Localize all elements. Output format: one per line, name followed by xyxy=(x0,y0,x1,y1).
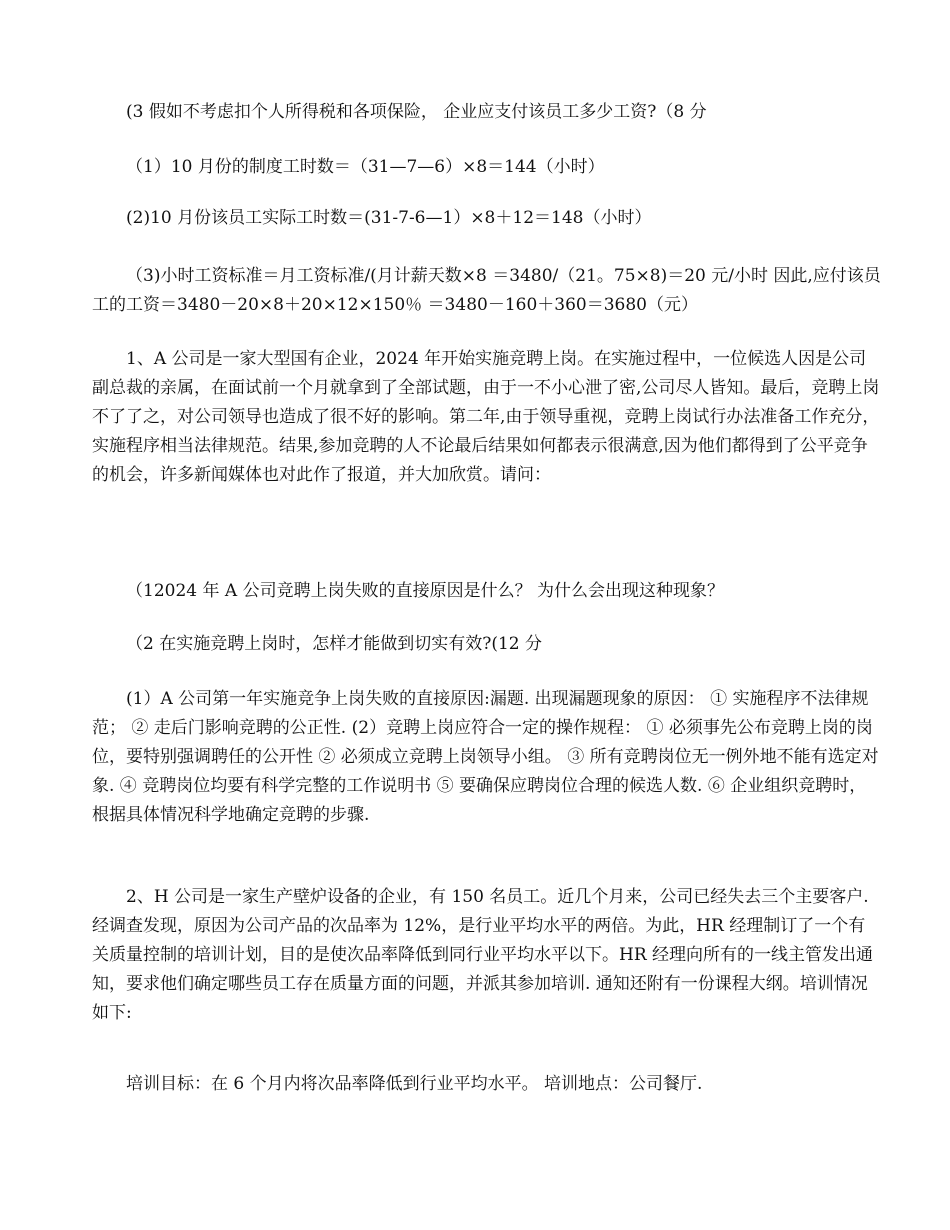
question-3-paragraph: (3 假如不考虑扣个人所得税和各项保险， 企业应支付该员工多少工资?（8 分 xyxy=(126,102,707,122)
answer-1-paragraph: （1）10 月份的制度工时数＝（31—7—6）×8＝144（小时） xyxy=(126,157,605,177)
case-1-answer-paragraph: (1）A 公司第一年实施竞争上岗失败的直接原因:漏题. 出现漏题现象的原因： ① 实施程序不法律规范； ② 走后门影响竞聘的公正性. (2）竞聘上岗应符合一定的操作规程： ① 必须事先公布竞聘上岗的岗位，要特别强调聘任的公开性 ② 必须成立竞聘上岗领导小组。 ③ 所有竞聘岗位无一例外地不能有选定对象. ④ 竞聘岗位均要有科学完整的工作说明书 ⑤ 要确保应聘岗位合理的候选人数. ⑥ 企业组织竞聘时，根据具体情况科学地确定竞聘的步骤. xyxy=(92,689,879,825)
training-info-paragraph: 培训目标：在 6 个月内将次品率降低到行业平均水平。 培训地点：公司餐厅. xyxy=(126,1074,703,1094)
case-1-paragraph: 1、A 公司是一家大型国有企业，2024 年开始实施竞聘上岗。在实施过程中，一位候选人因是公司副总裁的亲属，在面试前一个月就拿到了全部试题，由于一不小心泄了密,公司尽人皆知。最后，竞聘上岗不了了之，对公司领导也造成了很不好的影响。第二年,由于领导重视，竞聘上岗试行办法准备工作充分，实施程序相当法律规范。结果,参加竞聘的人不论最后结果如何都表示很满意,因为他们都得到了公平竞争的机会，许多新闻媒体也对此作了报道，并大加欣赏。请问： xyxy=(92,349,880,485)
answer-2-paragraph: (2)10 月份该员工实际工时数＝(31-7-6—1）×8＋12＝148（小时） xyxy=(126,208,652,228)
answer-3-paragraph: （3)小时工资标准＝月工资标准/(月计薪天数×8 ＝3480/（21。75×8)＝20 元/小时 因此,应付该员工的工资＝3480－20×8＋20×12×150％ ＝3480－160＋360＝3680（元） xyxy=(92,266,881,315)
case-1-question-1: （12024 年 A 公司竞聘上岗失败的直接原因是什么？ 为什么会出现这种现象？ xyxy=(126,581,724,601)
case-2-paragraph: 2、H 公司是一家生产壁炉设备的企业，有 150 名员工。近几个月来，公司已经失去三个主要客户.经调查发现，原因为公司产品的次品率为 12%，是行业平均水平的两倍。为此，HR 经理制订了一个有关质量控制的培训计划，目的是使次品率降低到同行业平均水平以下。HR 经理向所有的一线主管发出通知，要求他们确定哪些员工存在质量方面的问题，并派其参加培训. 通知还附有一份课程大纲。培训情况如下: xyxy=(92,887,874,1023)
case-1-question-2: （2 在实施竞聘上岗时，怎样才能做到切实有效?(12 分 xyxy=(126,634,543,654)
